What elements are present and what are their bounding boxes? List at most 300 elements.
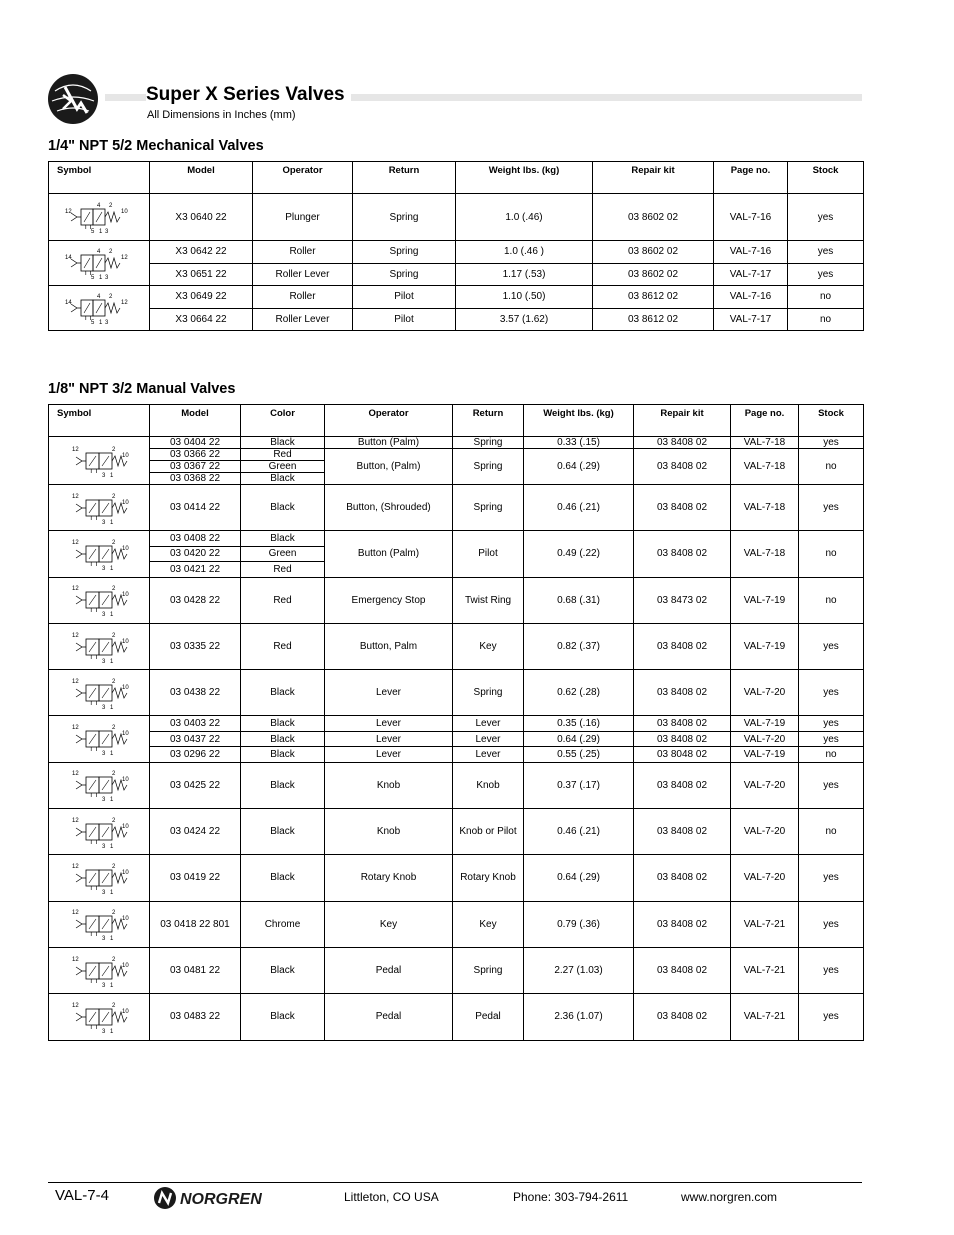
svg-text:2: 2: [109, 249, 113, 255]
model-cell: 03 0408 22: [150, 531, 241, 546]
svg-text:4: 4: [97, 203, 101, 209]
valve-symbol: [49, 855, 150, 901]
repair-kit-cell: 03 8408 02: [634, 449, 731, 485]
return-cell: Rotary Knob: [453, 855, 524, 901]
table-row: [49, 809, 864, 855]
valve-symbol-graphic: [66, 767, 132, 803]
table-row: [49, 901, 864, 947]
color-cell: Red: [241, 577, 325, 623]
column-header: Page no.: [731, 405, 799, 437]
model-cell: X3 0642 22: [150, 241, 253, 264]
table-row: [49, 263, 864, 286]
svg-text:10: 10: [121, 209, 128, 215]
model-cell: 03 0414 22: [150, 485, 241, 531]
svg-text:12: 12: [72, 771, 79, 778]
stock-cell: yes: [799, 437, 864, 449]
repair-kit-cell: 03 8602 02: [593, 241, 714, 264]
color-cell: Black: [241, 473, 325, 485]
svg-text:3: 3: [102, 751, 106, 758]
svg-text:3: 3: [102, 797, 106, 804]
valve-symbol: [49, 485, 150, 531]
stock-cell: no: [788, 286, 864, 309]
table-row: [49, 241, 864, 264]
color-cell: Black: [241, 747, 325, 762]
stock-cell: yes: [788, 241, 864, 264]
return-cell: Pilot: [453, 531, 524, 577]
svg-text:2: 2: [112, 910, 116, 917]
svg-text:12: 12: [72, 863, 79, 870]
stock-cell: yes: [799, 731, 864, 746]
valve-symbol-graphic: [66, 953, 132, 989]
svg-text:1: 1: [110, 797, 114, 804]
mechanical-valves-table: [48, 161, 864, 331]
svg-text:3: 3: [102, 472, 106, 479]
weight-cell: 0.68 (.31): [524, 577, 634, 623]
svg-text:2: 2: [109, 294, 113, 300]
column-header: Operator: [325, 405, 453, 437]
repair-kit-cell: 03 8408 02: [634, 901, 731, 947]
color-cell: Black: [241, 485, 325, 531]
footer-phone: Phone: 303-794-2611: [513, 1190, 629, 1204]
valve-symbol-graphic: [66, 490, 132, 526]
valve-symbol-graphic: [63, 245, 135, 281]
page-no-cell: VAL-7-20: [731, 809, 799, 855]
stock-cell: yes: [799, 762, 864, 808]
svg-text:12: 12: [72, 910, 79, 917]
svg-text:1: 1: [110, 1028, 114, 1035]
model-cell: 03 0403 22: [150, 716, 241, 731]
column-header: Page no.: [714, 162, 788, 194]
svg-text:3: 3: [102, 843, 106, 850]
table-row: [49, 531, 864, 546]
valve-symbol: [49, 994, 150, 1040]
model-cell: 03 0419 22: [150, 855, 241, 901]
valve-symbol-graphic: [66, 814, 132, 850]
svg-text:10: 10: [122, 823, 129, 830]
page-no-cell: VAL-7-21: [731, 901, 799, 947]
repair-kit-cell: 03 8408 02: [634, 809, 731, 855]
table-row: [49, 308, 864, 331]
page-title: Super X Series Valves: [146, 84, 351, 106]
stock-cell: yes: [788, 194, 864, 241]
page-no-cell: VAL-7-18: [731, 449, 799, 485]
operator-cell: Button (Palm): [325, 531, 453, 577]
valve-symbol: [49, 437, 150, 485]
return-cell: Spring: [353, 241, 456, 264]
repair-kit-cell: 03 8408 02: [634, 716, 731, 731]
svg-text:12: 12: [65, 209, 72, 215]
svg-text:2: 2: [112, 493, 116, 500]
page-no-cell: VAL-7-18: [731, 531, 799, 577]
table-row: [49, 855, 864, 901]
column-header: Model: [150, 405, 241, 437]
return-cell: Pilot: [353, 286, 456, 309]
column-header: Symbol: [49, 405, 150, 437]
table-row: [49, 449, 864, 461]
svg-text:3: 3: [105, 320, 109, 326]
weight-cell: 0.79 (.36): [524, 901, 634, 947]
valve-symbol-graphic: [66, 721, 132, 757]
operator-cell: Roller: [253, 241, 353, 264]
table-row: [49, 762, 864, 808]
svg-text:2: 2: [112, 586, 116, 593]
brand-name: NORGREN: [180, 1191, 262, 1208]
weight-cell: 0.49 (.22): [524, 531, 634, 577]
valve-symbol-graphic: [63, 290, 135, 326]
table-row: [49, 194, 864, 241]
return-cell: Spring: [353, 194, 456, 241]
svg-text:3: 3: [102, 889, 106, 896]
table-row: [49, 286, 864, 309]
color-cell: Red: [241, 449, 325, 461]
page-no-cell: VAL-7-16: [714, 286, 788, 309]
column-header: Repair kit: [593, 162, 714, 194]
repair-kit-cell: 03 8408 02: [634, 762, 731, 808]
svg-text:2: 2: [112, 1002, 116, 1009]
repair-kit-cell: 03 8408 02: [634, 531, 731, 577]
valve-symbol-graphic: [66, 675, 132, 711]
valve-symbol: [49, 809, 150, 855]
repair-kit-cell: 03 8602 02: [593, 194, 714, 241]
svg-text:1: 1: [110, 982, 114, 989]
footer-website[interactable]: www.norgren.com: [681, 1190, 778, 1204]
valve-symbol: [49, 194, 150, 241]
color-cell: Black: [241, 731, 325, 746]
stock-cell: yes: [799, 901, 864, 947]
valve-symbol-graphic: [66, 906, 132, 942]
repair-kit-cell: 03 8408 02: [634, 623, 731, 669]
valve-symbol-graphic: [66, 582, 132, 618]
stock-cell: yes: [788, 263, 864, 286]
model-cell: X3 0640 22: [150, 194, 253, 241]
page-no-cell: VAL-7-17: [714, 263, 788, 286]
model-cell: 03 0418 22 801: [150, 901, 241, 947]
operator-cell: Rotary Knob: [325, 855, 453, 901]
svg-text:3: 3: [102, 1028, 106, 1035]
section-manual-title: 1/8" NPT 3/2 Manual Valves: [48, 381, 236, 397]
operator-cell: Plunger: [253, 194, 353, 241]
stock-cell: yes: [799, 994, 864, 1040]
weight-cell: 0.64 (.29): [524, 855, 634, 901]
valve-symbol-graphic: [66, 536, 132, 572]
svg-text:10: 10: [122, 684, 129, 691]
svg-text:2: 2: [109, 203, 113, 209]
valve-symbol: [49, 670, 150, 716]
table-row: [49, 437, 864, 449]
svg-text:3: 3: [102, 704, 106, 711]
color-cell: Green: [241, 546, 325, 561]
column-header: Color: [241, 405, 325, 437]
return-cell: Spring: [353, 263, 456, 286]
column-header: Return: [353, 162, 456, 194]
color-cell: Black: [241, 947, 325, 993]
stock-cell: yes: [799, 855, 864, 901]
svg-text:12: 12: [72, 493, 79, 500]
color-cell: Red: [241, 623, 325, 669]
weight-cell: 1.17 (.53): [456, 263, 593, 286]
weight-cell: 1.10 (.50): [456, 286, 593, 309]
page-no-cell: VAL-7-19: [731, 623, 799, 669]
color-cell: Black: [241, 531, 325, 546]
repair-kit-cell: 03 8602 02: [593, 263, 714, 286]
model-cell: 03 0420 22: [150, 546, 241, 561]
valve-symbol: [49, 241, 150, 286]
repair-kit-cell: 03 8048 02: [634, 747, 731, 762]
model-cell: 03 0438 22: [150, 670, 241, 716]
page-subtitle: All Dimensions in Inches (mm): [147, 109, 296, 121]
model-cell: 03 0367 22: [150, 461, 241, 473]
repair-kit-cell: 03 8473 02: [634, 577, 731, 623]
color-cell: Red: [241, 562, 325, 577]
svg-text:1: 1: [110, 889, 114, 896]
operator-cell: Emergency Stop: [325, 577, 453, 623]
svg-text:3: 3: [102, 982, 106, 989]
page-no-cell: VAL-7-20: [731, 762, 799, 808]
table-row: [49, 485, 864, 531]
svg-text:2: 2: [112, 446, 116, 453]
stock-cell: no: [799, 449, 864, 485]
norgren-globe-logo: [47, 73, 99, 125]
svg-text:1: 1: [110, 612, 114, 619]
svg-text:10: 10: [122, 777, 129, 784]
return-cell: Spring: [453, 485, 524, 531]
model-cell: 03 0368 22: [150, 473, 241, 485]
svg-text:2: 2: [112, 678, 116, 685]
column-header: Return: [453, 405, 524, 437]
weight-cell: 0.62 (.28): [524, 670, 634, 716]
repair-kit-cell: 03 8612 02: [593, 308, 714, 331]
valve-symbol-graphic: [66, 999, 132, 1035]
repair-kit-cell: 03 8408 02: [634, 947, 731, 993]
svg-text:14: 14: [65, 255, 72, 261]
svg-text:1: 1: [110, 565, 114, 572]
column-header: Operator: [253, 162, 353, 194]
return-cell: Pilot: [353, 308, 456, 331]
page-no-cell: VAL-7-19: [731, 577, 799, 623]
weight-cell: 0.64 (.29): [524, 731, 634, 746]
svg-text:3: 3: [102, 519, 106, 526]
valve-symbol-graphic: [66, 860, 132, 896]
svg-text:5: 5: [91, 229, 95, 235]
operator-cell: Button (Palm): [325, 437, 453, 449]
operator-cell: Button, Palm: [325, 623, 453, 669]
svg-text:3: 3: [102, 658, 106, 665]
operator-cell: Roller: [253, 286, 353, 309]
footer-location: Littleton, CO USA: [344, 1190, 439, 1204]
operator-cell: Button, (Palm): [325, 449, 453, 485]
valve-symbol-graphic: [66, 443, 132, 479]
svg-text:1: 1: [99, 275, 103, 281]
weight-cell: 0.46 (.21): [524, 809, 634, 855]
color-cell: Black: [241, 670, 325, 716]
color-cell: Black: [241, 994, 325, 1040]
table-row: [49, 731, 864, 746]
page-no-cell: VAL-7-19: [731, 716, 799, 731]
svg-text:3: 3: [102, 565, 106, 572]
svg-text:1: 1: [110, 519, 114, 526]
svg-text:1: 1: [110, 843, 114, 850]
weight-cell: 0.37 (.17): [524, 762, 634, 808]
return-cell: Twist Ring: [453, 577, 524, 623]
svg-text:2: 2: [112, 539, 116, 546]
operator-cell: Lever: [325, 670, 453, 716]
svg-text:2: 2: [112, 956, 116, 963]
page-no-cell: VAL-7-16: [714, 241, 788, 264]
svg-text:2: 2: [112, 725, 116, 732]
return-cell: Key: [453, 623, 524, 669]
svg-text:12: 12: [72, 586, 79, 593]
operator-cell: Roller Lever: [253, 263, 353, 286]
return-cell: Spring: [453, 947, 524, 993]
repair-kit-cell: 03 8612 02: [593, 286, 714, 309]
svg-text:10: 10: [122, 499, 129, 506]
svg-text:1: 1: [110, 751, 114, 758]
valve-symbol-graphic: [63, 199, 135, 235]
svg-text:10: 10: [122, 592, 129, 599]
svg-text:4: 4: [97, 249, 101, 255]
svg-text:12: 12: [72, 725, 79, 732]
weight-cell: 0.64 (.29): [524, 449, 634, 485]
svg-text:3: 3: [102, 612, 106, 619]
footer-page-number: VAL-7-4: [55, 1187, 109, 1204]
table-row: [49, 577, 864, 623]
operator-cell: Key: [325, 901, 453, 947]
valve-symbol: [49, 762, 150, 808]
operator-cell: Button, (Shrouded): [325, 485, 453, 531]
model-cell: 03 0481 22: [150, 947, 241, 993]
table-row: [49, 994, 864, 1040]
model-cell: 03 0421 22: [150, 562, 241, 577]
page-no-cell: VAL-7-20: [731, 731, 799, 746]
return-cell: Knob: [453, 762, 524, 808]
table-row: [49, 623, 864, 669]
svg-text:12: 12: [72, 539, 79, 546]
svg-text:2: 2: [112, 632, 116, 639]
footer-rule: [48, 1182, 862, 1183]
repair-kit-cell: 03 8408 02: [634, 437, 731, 449]
valve-symbol: [49, 623, 150, 669]
operator-cell: Lever: [325, 716, 453, 731]
page-no-cell: VAL-7-19: [731, 747, 799, 762]
weight-cell: 0.55 (.25): [524, 747, 634, 762]
color-cell: Green: [241, 461, 325, 473]
svg-text:2: 2: [112, 863, 116, 870]
stock-cell: no: [788, 308, 864, 331]
operator-cell: Knob: [325, 809, 453, 855]
page-no-cell: VAL-7-21: [731, 947, 799, 993]
model-cell: 03 0437 22: [150, 731, 241, 746]
weight-cell: 0.82 (.37): [524, 623, 634, 669]
manual-valves-table: [48, 404, 864, 1041]
svg-text:10: 10: [122, 962, 129, 969]
return-cell: Key: [453, 901, 524, 947]
page-no-cell: VAL-7-20: [731, 670, 799, 716]
color-cell: Black: [241, 855, 325, 901]
table-row: [49, 747, 864, 762]
valve-symbol: [49, 901, 150, 947]
color-cell: Chrome: [241, 901, 325, 947]
svg-text:10: 10: [122, 869, 129, 876]
page-no-cell: VAL-7-17: [714, 308, 788, 331]
column-header: Stock: [799, 405, 864, 437]
valve-symbol: [49, 716, 150, 762]
svg-text:12: 12: [72, 817, 79, 824]
column-header: Repair kit: [634, 405, 731, 437]
return-cell: Spring: [453, 670, 524, 716]
norgren-wordmark-logo: [153, 1186, 288, 1210]
column-header: Stock: [788, 162, 864, 194]
return-cell: Knob or Pilot: [453, 809, 524, 855]
stock-cell: no: [799, 747, 864, 762]
operator-cell: Pedal: [325, 994, 453, 1040]
stock-cell: yes: [799, 670, 864, 716]
svg-text:14: 14: [65, 300, 72, 306]
svg-text:10: 10: [122, 916, 129, 923]
model-cell: 03 0424 22: [150, 809, 241, 855]
color-cell: Black: [241, 762, 325, 808]
operator-cell: Lever: [325, 747, 453, 762]
model-cell: 03 0296 22: [150, 747, 241, 762]
return-cell: Lever: [453, 716, 524, 731]
column-header: Symbol: [49, 162, 150, 194]
weight-cell: 0.33 (.15): [524, 437, 634, 449]
stock-cell: yes: [799, 623, 864, 669]
repair-kit-cell: 03 8408 02: [634, 855, 731, 901]
svg-text:12: 12: [72, 1002, 79, 1009]
svg-text:10: 10: [122, 452, 129, 459]
valve-symbol: [49, 286, 150, 331]
svg-text:1: 1: [99, 320, 103, 326]
table-row: [49, 716, 864, 731]
svg-text:5: 5: [91, 275, 95, 281]
valve-symbol: [49, 947, 150, 993]
svg-text:1: 1: [110, 936, 114, 943]
operator-cell: Roller Lever: [253, 308, 353, 331]
svg-text:12: 12: [72, 956, 79, 963]
stock-cell: yes: [799, 716, 864, 731]
column-header: Model: [150, 162, 253, 194]
svg-text:12: 12: [121, 300, 128, 306]
weight-cell: 3.57 (1.62): [456, 308, 593, 331]
repair-kit-cell: 03 8408 02: [634, 994, 731, 1040]
svg-text:3: 3: [105, 275, 109, 281]
repair-kit-cell: 03 8408 02: [634, 485, 731, 531]
weight-cell: 0.35 (.16): [524, 716, 634, 731]
model-cell: 03 0425 22: [150, 762, 241, 808]
operator-cell: Knob: [325, 762, 453, 808]
stock-cell: yes: [799, 485, 864, 531]
stock-cell: no: [799, 531, 864, 577]
svg-text:3: 3: [105, 229, 109, 235]
page-no-cell: VAL-7-16: [714, 194, 788, 241]
page-no-cell: VAL-7-21: [731, 994, 799, 1040]
svg-text:4: 4: [97, 294, 101, 300]
column-header: Weight lbs. (kg): [456, 162, 593, 194]
return-cell: Pedal: [453, 994, 524, 1040]
weight-cell: 1.0 (.46 ): [456, 241, 593, 264]
svg-text:3: 3: [102, 936, 106, 943]
svg-text:2: 2: [112, 771, 116, 778]
valve-symbol: [49, 577, 150, 623]
svg-text:12: 12: [72, 678, 79, 685]
section-mechanical-title: 1/4" NPT 5/2 Mechanical Valves: [48, 138, 264, 154]
color-cell: Black: [241, 809, 325, 855]
svg-text:2: 2: [112, 817, 116, 824]
svg-text:12: 12: [121, 255, 128, 261]
svg-text:1: 1: [110, 704, 114, 711]
page-no-cell: VAL-7-18: [731, 437, 799, 449]
return-cell: Spring: [453, 437, 524, 449]
